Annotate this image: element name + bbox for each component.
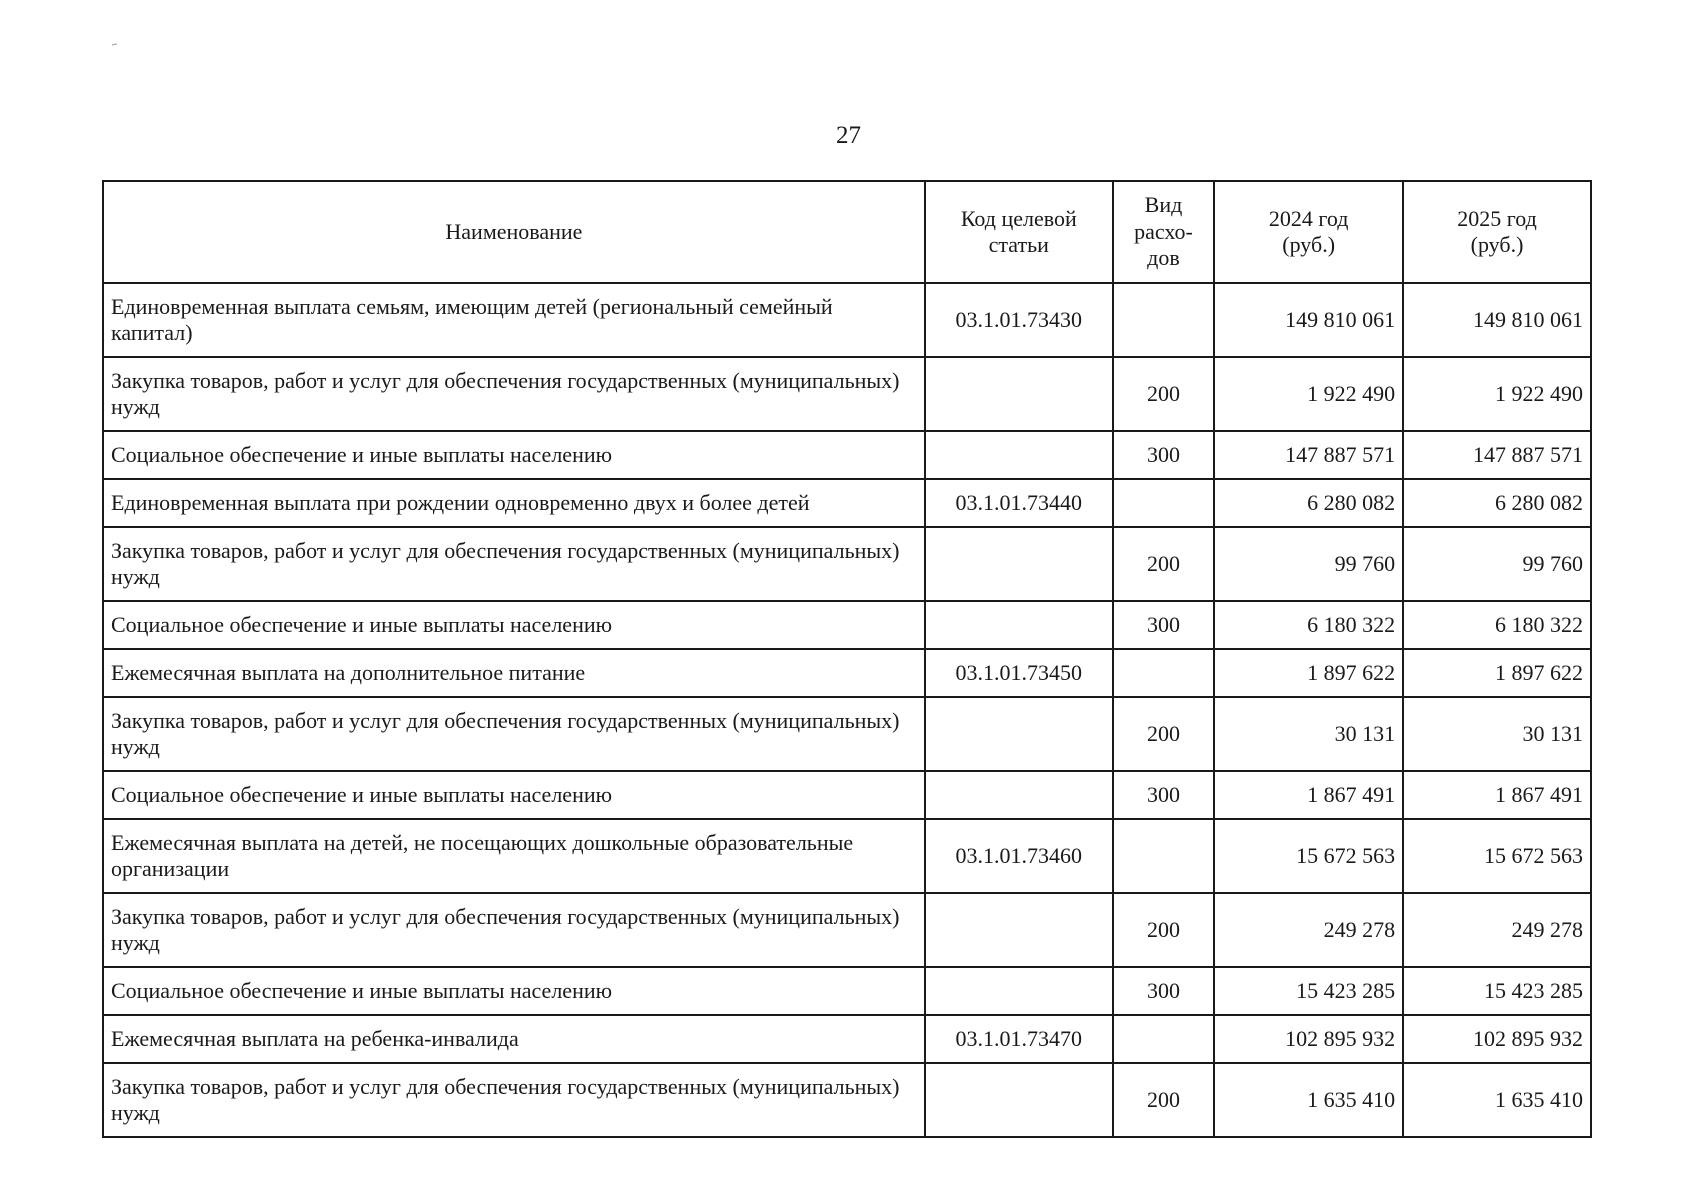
table-row — [103, 649, 1591, 697]
row-amount-2024: 15 423 285 — [1214, 967, 1403, 1015]
row-amount-2024: 102 895 932 — [1214, 1015, 1403, 1063]
table-row — [103, 357, 1591, 431]
row-amount-2025: 249 278 — [1403, 893, 1591, 967]
row-name: Закупка товаров, работ и услуг для обеспечения государственных (муниципальных) нужд — [103, 893, 925, 967]
row-name: Единовременная выплата семьям, имеющим детей (региональный семейный капитал) — [103, 283, 925, 357]
row-code: 03.1.01.73430 — [925, 283, 1113, 357]
table-row — [103, 431, 1591, 479]
table-row — [103, 1063, 1591, 1137]
row-amount-2025: 6 280 082 — [1403, 479, 1591, 527]
row-amount-2024: 6 280 082 — [1214, 479, 1403, 527]
row-kind — [1113, 649, 1214, 697]
row-kind: 200 — [1113, 697, 1214, 771]
table-row — [103, 697, 1591, 771]
row-code: 03.1.01.73470 — [925, 1015, 1113, 1063]
row-code: 03.1.01.73450 — [925, 649, 1113, 697]
row-name: Ежемесячная выплата на дополнительное питание — [103, 649, 925, 697]
row-amount-2024: 1 635 410 — [1214, 1063, 1403, 1137]
row-amount-2025: 147 887 571 — [1403, 431, 1591, 479]
page-number: 27 — [836, 122, 861, 149]
header-2025 — [1403, 181, 1591, 283]
row-code — [925, 431, 1113, 479]
row-amount-2025: 6 180 322 — [1403, 601, 1591, 649]
row-kind: 300 — [1113, 601, 1214, 649]
row-amount-2025: 1 867 491 — [1403, 771, 1591, 819]
header-name: Наименование — [103, 181, 925, 283]
row-name: Единовременная выплата при рождении одновременно двух и более детей — [103, 479, 925, 527]
row-name: Социальное обеспечение и иные выплаты населению — [103, 771, 925, 819]
table-row — [103, 601, 1591, 649]
row-name: Закупка товаров, работ и услуг для обеспечения государственных (муниципальных) нужд — [103, 527, 925, 601]
row-kind: 200 — [1113, 357, 1214, 431]
row-name: Ежемесячная выплата на ребенка-инвалида — [103, 1015, 925, 1063]
row-code — [925, 771, 1113, 819]
row-amount-2024: 15 672 563 — [1214, 819, 1403, 893]
row-kind: 300 — [1113, 431, 1214, 479]
row-kind: 300 — [1113, 967, 1214, 1015]
row-amount-2024: 6 180 322 — [1214, 601, 1403, 649]
row-amount-2025: 30 131 — [1403, 697, 1591, 771]
row-code: 03.1.01.73440 — [925, 479, 1113, 527]
row-code — [925, 1063, 1113, 1137]
row-code — [925, 893, 1113, 967]
row-amount-2024: 1 867 491 — [1214, 771, 1403, 819]
budget-table — [102, 180, 1592, 1138]
row-name: Социальное обеспечение и иные выплаты населению — [103, 431, 925, 479]
row-code: 03.1.01.73460 — [925, 819, 1113, 893]
header-2024 — [1214, 181, 1403, 283]
row-kind: 200 — [1113, 1063, 1214, 1137]
row-name: Социальное обеспечение и иные выплаты населению — [103, 967, 925, 1015]
row-amount-2025: 99 760 — [1403, 527, 1591, 601]
row-code — [925, 967, 1113, 1015]
table-row — [103, 771, 1591, 819]
row-amount-2025: 1 635 410 — [1403, 1063, 1591, 1137]
header-code — [925, 181, 1113, 283]
table-header — [103, 181, 1591, 283]
row-code — [925, 357, 1113, 431]
row-kind: 200 — [1113, 527, 1214, 601]
header-2025-text: 2025 год (руб.) — [1457, 205, 1537, 257]
row-name: Закупка товаров, работ и услуг для обеспечения государственных (муниципальных) нужд — [103, 697, 925, 771]
row-amount-2024: 99 760 — [1214, 527, 1403, 601]
row-kind — [1113, 819, 1214, 893]
row-code — [925, 527, 1113, 601]
row-name: Ежемесячная выплата на детей, не посещающих дошкольные образовательные организации — [103, 819, 925, 893]
row-kind — [1113, 1015, 1214, 1063]
row-amount-2024: 30 131 — [1214, 697, 1403, 771]
row-code — [925, 601, 1113, 649]
row-amount-2025: 15 672 563 — [1403, 819, 1591, 893]
row-amount-2024: 249 278 — [1214, 893, 1403, 967]
row-name: Социальное обеспечение и иные выплаты населению — [103, 601, 925, 649]
table-row — [103, 819, 1591, 893]
scan-speck — [112, 43, 117, 45]
table-row — [103, 283, 1591, 357]
row-amount-2025: 149 810 061 — [1403, 283, 1591, 357]
table-row — [103, 1015, 1591, 1063]
header-kind-text: Вид расхо- дов — [1134, 192, 1193, 271]
row-kind — [1113, 479, 1214, 527]
row-amount-2025: 102 895 932 — [1403, 1015, 1591, 1063]
row-kind: 300 — [1113, 771, 1214, 819]
header-kind — [1113, 181, 1214, 283]
header-row — [103, 181, 1591, 283]
row-amount-2024: 1 922 490 — [1214, 357, 1403, 431]
header-2024-text: 2024 год (руб.) — [1268, 205, 1349, 257]
row-amount-2025: 15 423 285 — [1403, 967, 1591, 1015]
table-row — [103, 893, 1591, 967]
row-code — [925, 697, 1113, 771]
row-kind: 200 — [1113, 893, 1214, 967]
table-row — [103, 527, 1591, 601]
header-code-text: Код целевой статьи — [960, 205, 1077, 257]
row-amount-2024: 149 810 061 — [1214, 283, 1403, 357]
row-amount-2025: 1 897 622 — [1403, 649, 1591, 697]
table-body — [103, 283, 1591, 1137]
row-amount-2024: 1 897 622 — [1214, 649, 1403, 697]
row-name: Закупка товаров, работ и услуг для обеспечения государственных (муниципальных) нужд — [103, 357, 925, 431]
row-kind — [1113, 283, 1214, 357]
row-name: Закупка товаров, работ и услуг для обеспечения государственных (муниципальных) нужд — [103, 1063, 925, 1137]
table-row — [103, 479, 1591, 527]
row-amount-2025: 1 922 490 — [1403, 357, 1591, 431]
table-row — [103, 967, 1591, 1015]
row-amount-2024: 147 887 571 — [1214, 431, 1403, 479]
